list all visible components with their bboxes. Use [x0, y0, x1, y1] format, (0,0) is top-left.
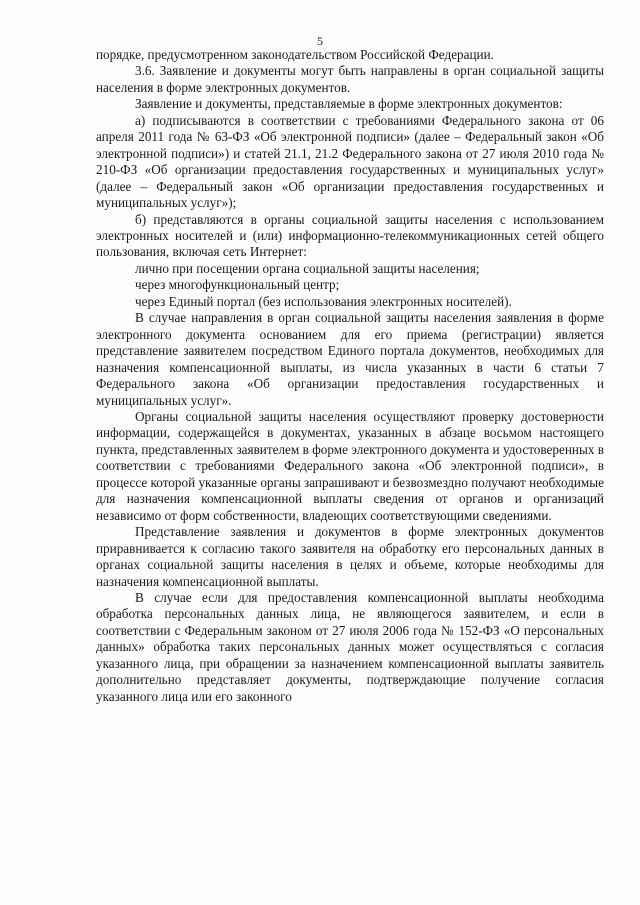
paragraph-3-6: 3.6. Заявление и документы могут быть направлены в орган социальной защиты населения в форме электронных документов. — [96, 63, 604, 95]
paragraph-registration-basis: В случае направления в орган социальной защиты населения заявления в форме электронного документа основанием для его приема (регистрации) является представление заявителем посредством Единого портала документов, необходимых для назначения компенсационной выплаты, из числа указанных в части 6 статьи 7 Федерального закона «Об организации предоставления государственных и муниципальных услуг». — [96, 310, 604, 408]
paragraph-verification: Органы социальной защиты населения осуществляют проверку достоверности информации, содержащейся в документах, указанных в абзаце восьмом настоящего пункта, представленных заявителем в форме электронного документа и удостоверенных в соответствии с требованиями Федерального закона «Об электронной подписи», в процессе которой указанные органы запрашивают и безвозмездно получают необходимые для назначения компенсационной выплаты сведения от органов и организаций независимо от форм собственности, владеющих соответствующими сведениями. — [96, 408, 604, 523]
paragraph-continuation: порядке, предусмотренном законодательством Российской Федерации. — [96, 47, 494, 62]
document-body — [96, 47, 604, 705]
list-item-mfc: через многофункциональный центр; — [135, 277, 340, 293]
list-item-in-person: лично при посещении органа социальной защиты населения; — [135, 260, 480, 276]
paragraph-item-a: а) подписываются в соответствии с требованиями Федерального закона от 06 апреля 2011 года № 63-ФЗ «Об электронной подписи» (далее – Федеральный закон «Об электронной подписи») и статей 21.1, 21.2 Федерального закона от 27 июля 2010 года № 210-ФЗ «Об организации предоставления государственных и муниципальных услуг» (далее – Федеральный закон «Об организации предоставления государственных и муниципальных услуг»); — [96, 112, 604, 211]
list-item-unified-portal: через Единый портал (без использования электронных носителей). — [135, 293, 512, 309]
paragraph-item-b: б) представляются в органы социальной защиты населения с использованием электронных носителей и (или) информационно-телекоммуникационных сетей общего пользования, включая сеть Интернет: — [96, 211, 604, 260]
page-number: 5 — [317, 34, 323, 48]
paragraph-third-party-data: В случае если для предоставления компенсационной выплаты необходима обработка персональных данных лица, не являющегося заявителем, и если в соответствии с Федеральным законом от 27 июля 2006 года № 152-ФЗ «О персональных данных» обработка таких персональных данных может осуществляться с согласия указанного лица, при обращении за назначением компенсационной выплаты заявитель дополнительно представляет документы, подтверждающие получение согласия указанного лица или его законного — [96, 589, 604, 704]
paragraph-electronic-documents-intro: Заявление и документы, представляемые в форме электронных документов: — [135, 96, 563, 112]
paragraph-consent: Представление заявления и документов в форме электронных документов приравнивается к согласию такого заявителя на обработку его персональных данных в органах социальной защиты населения в целях и объеме, которые необходимы для назначения компенсационной выплаты. — [96, 524, 604, 589]
